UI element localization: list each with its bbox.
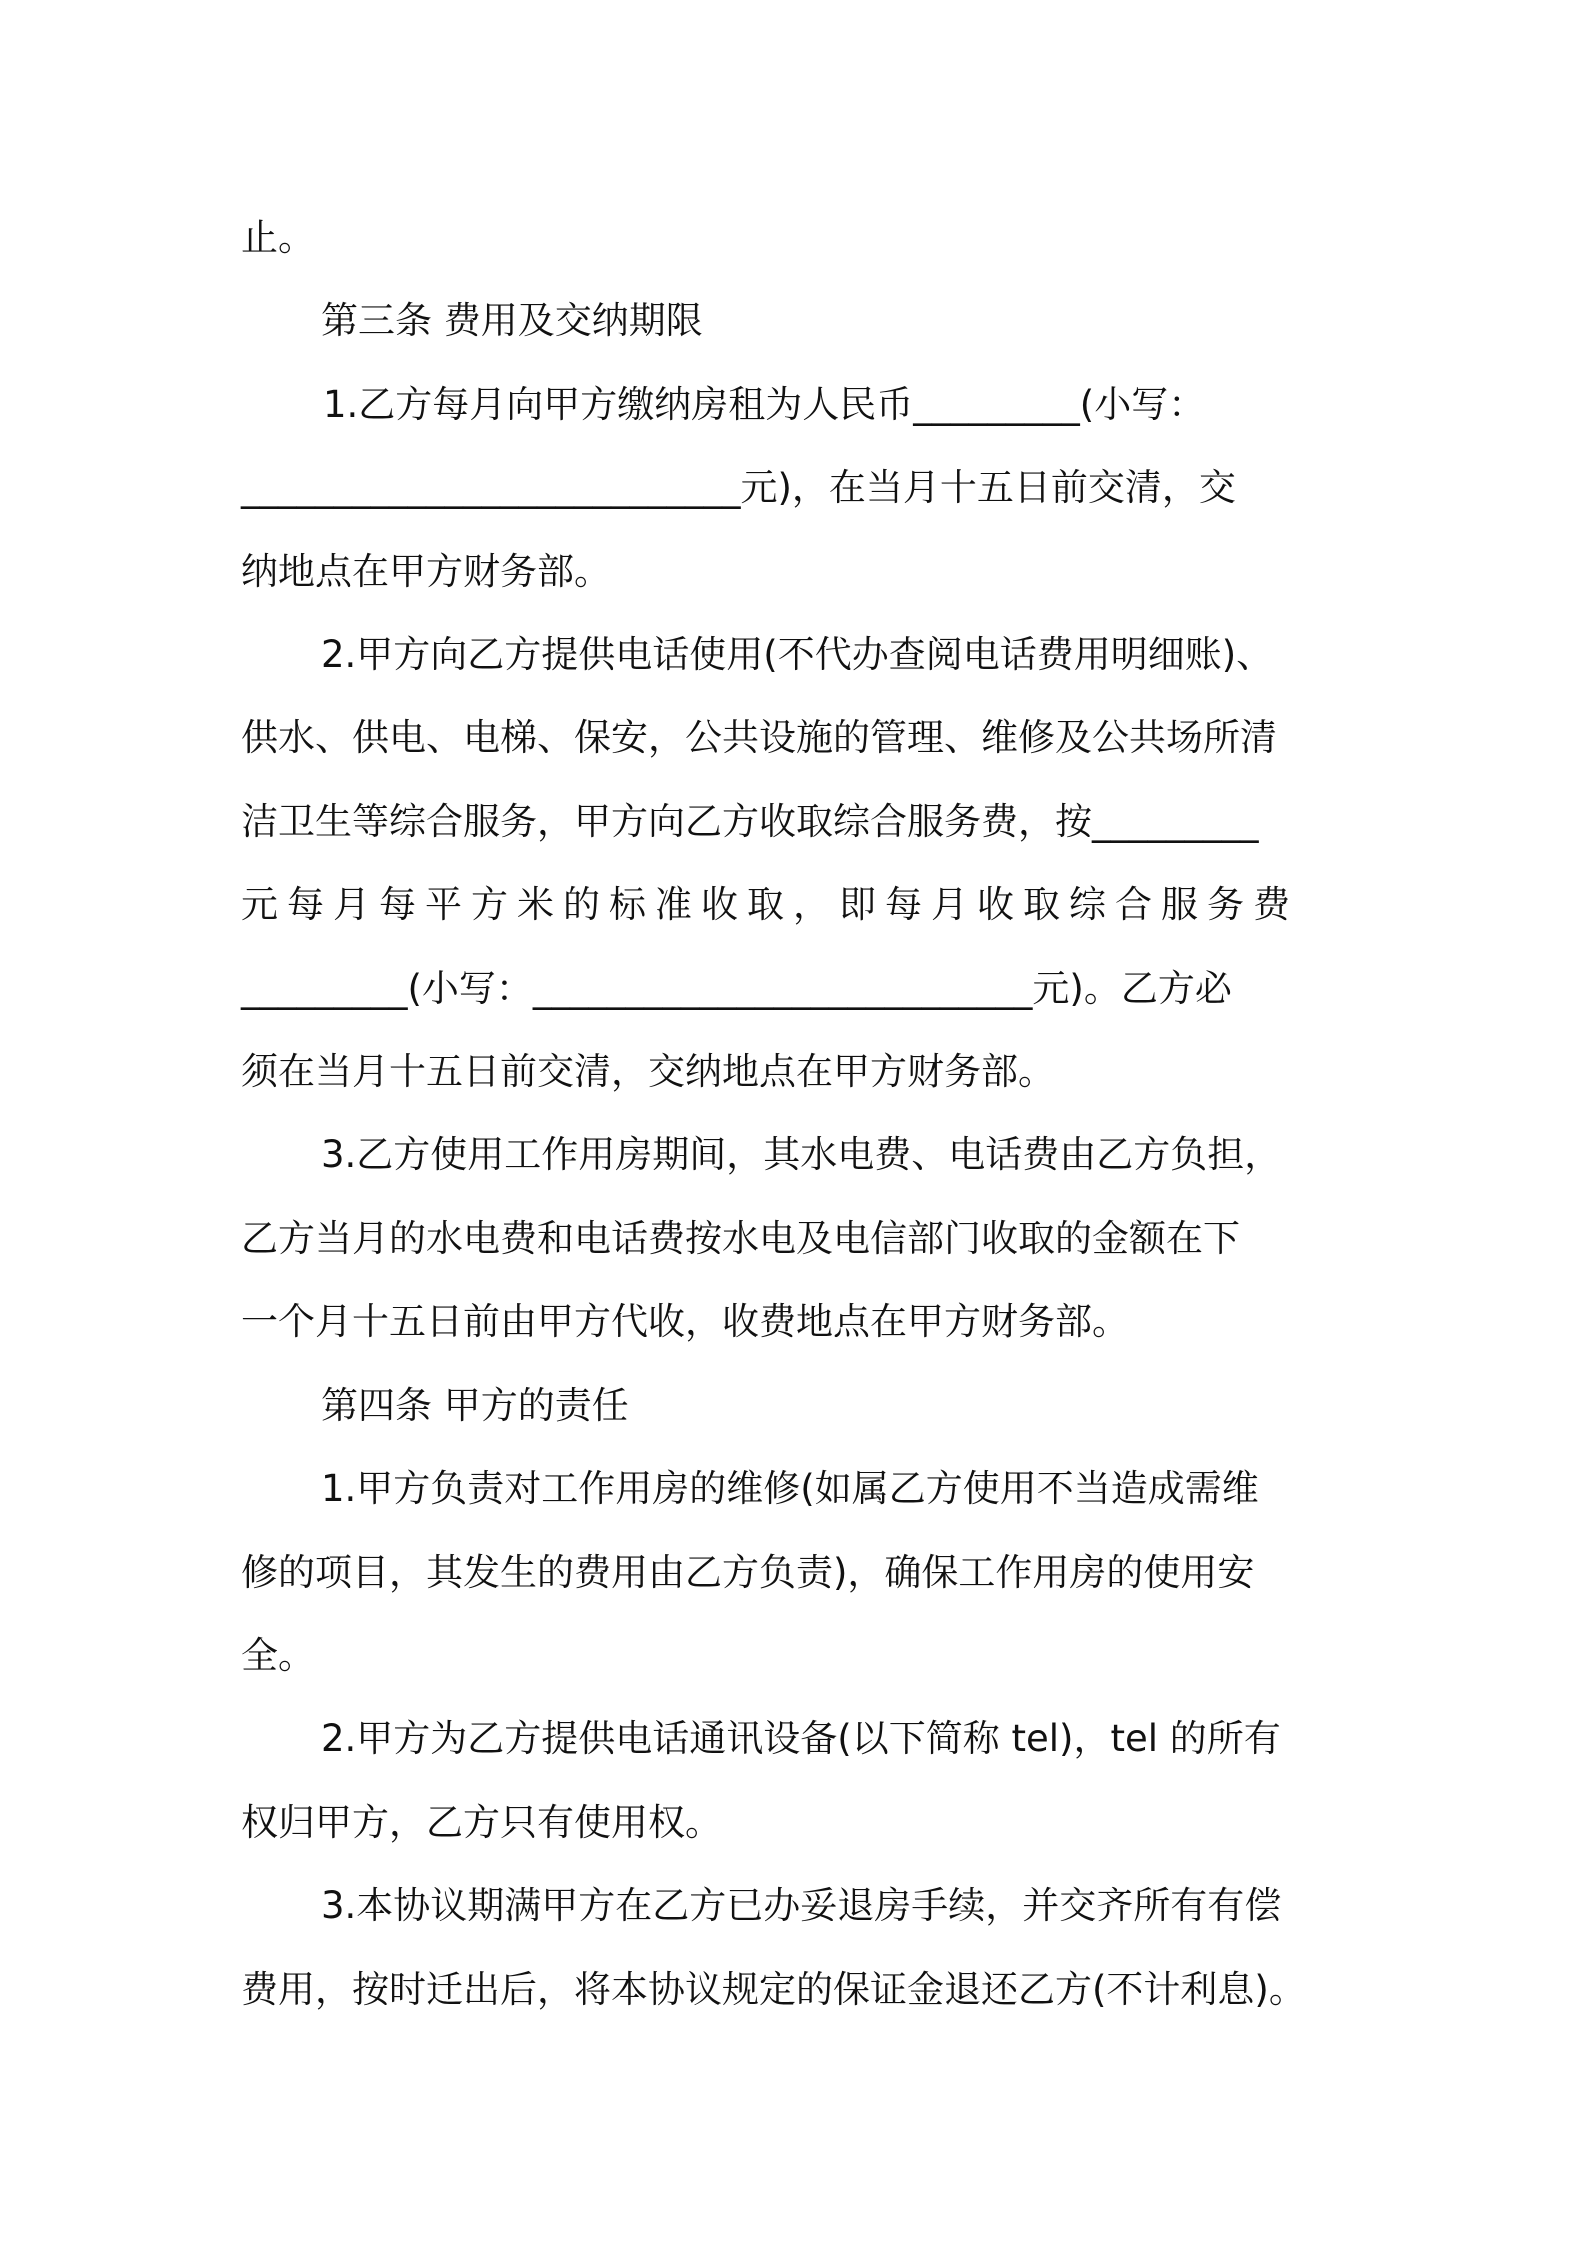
article-4-clause-2	[241, 1697, 1353, 1864]
text-line: 1.乙方每月向甲方缴纳房租为人民币_________(小写：	[323, 382, 1206, 426]
text-line: 1.甲方负责对工作用房的维修(如属乙方使用不当造成需维	[321, 1467, 1259, 1511]
text-line: _________(小写：___________________________元)。乙方必	[241, 966, 1232, 1010]
article-4-clause-3	[241, 1864, 1353, 2031]
text-line: 乙方当月的水电费和电话费按水电及电信部门收取的金额在下	[241, 1216, 1240, 1260]
text-line: 止。	[241, 216, 315, 259]
article-4-heading	[241, 1364, 1353, 1447]
text-line: 一个月十五日前由甲方代收，收费地点在甲方财务部。	[241, 1300, 1129, 1344]
document-body	[241, 196, 1353, 2031]
heading-text: 第四条 甲方的责任	[321, 1383, 629, 1427]
heading-text: 第三条 费用及交纳期限	[321, 299, 703, 343]
text-line: 3.本协议期满甲方在乙方已办妥退房手续，并交齐所有有偿	[321, 1884, 1282, 1928]
article-3-clause-2	[241, 613, 1353, 1113]
text-line: 权归甲方，乙方只有使用权。	[241, 1800, 722, 1844]
text-line: 元每月每平方米的标准收取，即每月收取综合服务费	[241, 883, 1299, 927]
article-3-heading	[241, 279, 1353, 362]
text-line: 费用，按时迁出后，将本协议规定的保证金退还乙方(不计利息)。	[241, 1967, 1306, 2011]
text-line: 2.甲方向乙方提供电话使用(不代办查阅电话费用明细账)、	[321, 633, 1274, 677]
text-line: 2.甲方为乙方提供电话通讯设备(以下简称 tel)，tel 的所有	[321, 1717, 1281, 1761]
text-line: 3.乙方使用工作用房期间，其水电费、电话费由乙方负担，	[321, 1133, 1282, 1177]
text-line: ___________________________元)，在当月十五日前交清，交	[241, 466, 1236, 510]
article-3-clause-3	[241, 1113, 1353, 1363]
article-3-clause-1	[241, 363, 1353, 613]
paragraph-continuation	[241, 196, 1353, 279]
text-line: 纳地点在甲方财务部。	[241, 549, 611, 593]
text-line: 修的项目，其发生的费用由乙方负责)，确保工作用房的使用安	[241, 1550, 1255, 1594]
article-4-clause-1	[241, 1447, 1353, 1697]
text-line: 供水、供电、电梯、保安，公共设施的管理、维修及公共场所清	[241, 716, 1277, 760]
text-line: 须在当月十五日前交清，交纳地点在甲方财务部。	[241, 1050, 1055, 1094]
text-line: 洁卫生等综合服务，甲方向乙方收取综合服务费，按_________	[241, 799, 1259, 843]
text-line: 全。	[241, 1633, 315, 1677]
